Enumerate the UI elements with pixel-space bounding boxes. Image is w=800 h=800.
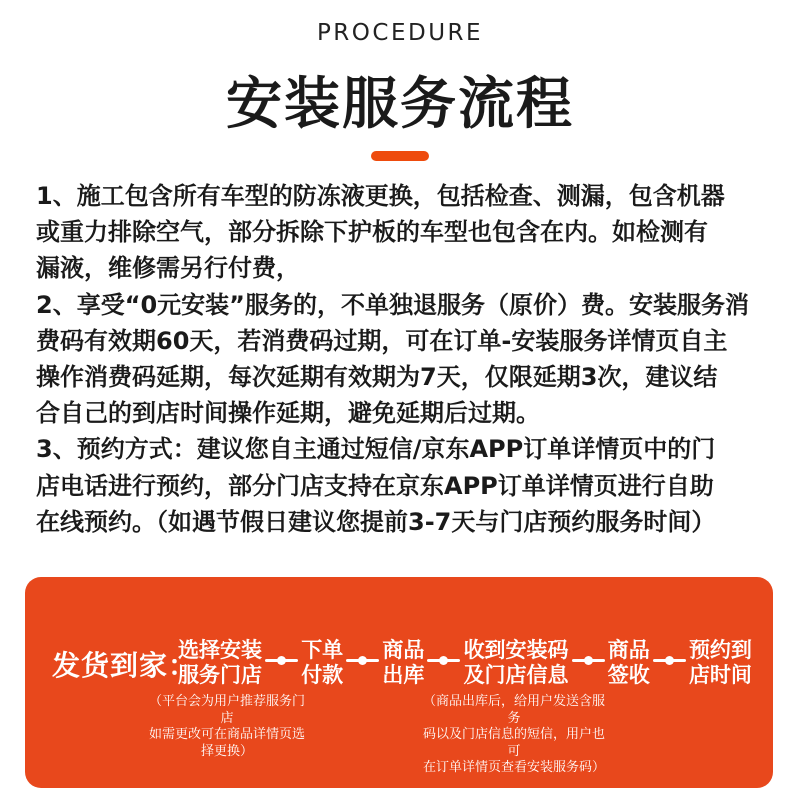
- note-line: （平台会为用户推荐服务门店: [148, 694, 305, 726]
- step-select-install-store: [178, 638, 262, 688]
- terms-line: 在线预约。（如遇节假日建议您提前3-7天与门店预约服务时间）: [36, 507, 716, 536]
- step-order-payment: [301, 638, 343, 688]
- step-item-outbound: [382, 638, 424, 688]
- terms-line: 1、施工包含所有车型的防冻液更换，包括检查、测漏，包含机器: [36, 182, 725, 210]
- process-flow-banner: [25, 577, 773, 788]
- service-terms: [36, 178, 770, 540]
- terms-line: 漏液，维修需另行付费，: [36, 254, 300, 283]
- store-recommendation-note: [143, 694, 311, 760]
- step-label-line: 选择安装: [178, 638, 262, 662]
- steps-row: [178, 637, 752, 689]
- step-item-receipt: [608, 638, 650, 688]
- step-label-line: 下单: [301, 638, 344, 662]
- terms-line: 2、享受“0元安装”服务的，不单独退服务（原价）费。安装服务消: [36, 290, 749, 319]
- service-code-note: [418, 694, 610, 777]
- terms-line: 操作消费码延期，每次延期有效期为7天，仅限延期3次，建议结: [36, 362, 718, 391]
- note-line: 如需更改可在商品详情页选择更换）: [148, 727, 305, 759]
- step-label-line: 预约到: [688, 638, 752, 662]
- page-title: 安装服务流程: [226, 72, 574, 137]
- banner-label: 发货到家：: [52, 649, 198, 682]
- step-label-line: 收到安装码: [463, 638, 569, 662]
- step-label-line: 商品: [382, 638, 425, 662]
- terms-line: 店电话进行预约，部分门店支持在京东APP订单详情页进行自助: [36, 471, 714, 500]
- eyebrow-text: PROCEDURE: [316, 20, 484, 46]
- step-connector-dot-icon: [346, 655, 379, 665]
- note-line: （商品出库后，给用户发送含服务: [422, 694, 605, 726]
- terms-line: 合自己的到店时间操作延期，避免延期后过期。: [36, 399, 540, 428]
- step-connector-dot-icon: [427, 655, 460, 665]
- terms-line: 费码有效期60天，若消费码过期，可在订单-安装服务详情页自主: [36, 326, 728, 355]
- note-line: 码以及门店信息的短信，用户也可: [422, 727, 605, 759]
- note-line: 在订单详情页查看安装服务码）: [422, 760, 605, 775]
- step-receive-install-code: [464, 638, 569, 688]
- step-label-line: 商品: [607, 638, 650, 662]
- step-label-line: 出库: [382, 663, 425, 687]
- title-underline: [371, 151, 429, 161]
- step-label-line: 店时间: [688, 663, 752, 687]
- step-connector-dot-icon: [653, 655, 686, 665]
- step-label-line: 付款: [301, 663, 344, 687]
- step-label-line: 服务门店: [178, 663, 262, 687]
- step-reserve-store-time: [689, 638, 752, 688]
- step-connector-dot-icon: [265, 655, 298, 665]
- terms-line: 或重力排除空气，部分拆除下护板的车型也包含在内。如检测有: [36, 218, 708, 247]
- step-label-line: 及门店信息: [463, 663, 569, 687]
- step-connector-dot-icon: [572, 655, 605, 665]
- step-label-line: 签收: [607, 663, 650, 687]
- terms-line: 3、预约方式：建议您自主通过短信/京东APP订单详情页中的门: [36, 435, 716, 464]
